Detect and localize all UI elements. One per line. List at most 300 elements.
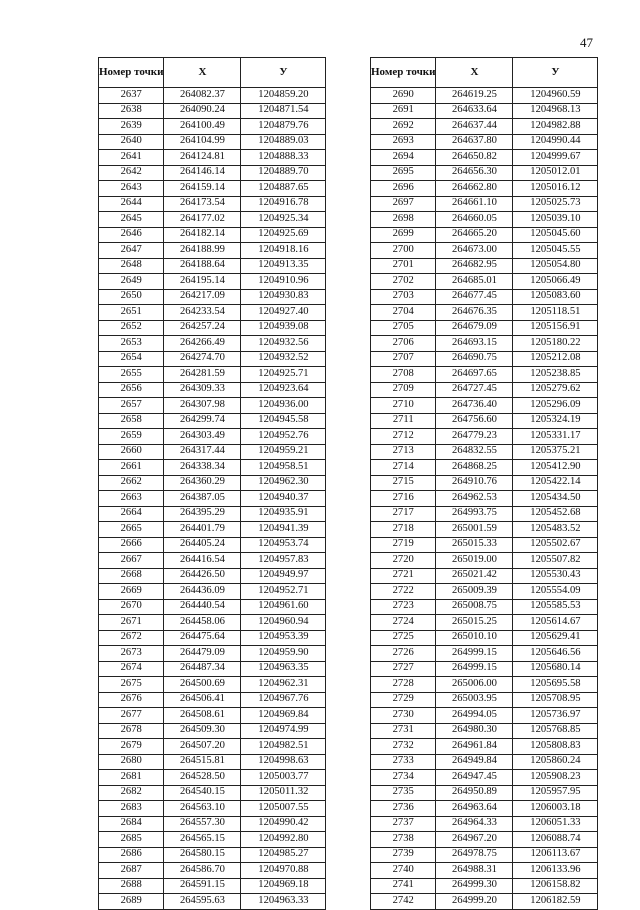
cell-x: 264950.89: [436, 785, 513, 801]
table-row: [371, 878, 598, 894]
cell-point-number: 2654: [99, 351, 164, 367]
cell-y: 1204953.74: [241, 537, 326, 553]
cell-point-number: 2691: [371, 103, 436, 119]
cell-point-number: 2641: [99, 150, 164, 166]
cell-y: 1204918.16: [241, 243, 326, 259]
cell-point-number: 2659: [99, 429, 164, 445]
cell-y: 1205012.01: [513, 165, 598, 181]
table-row: [371, 289, 598, 305]
table-row: [99, 258, 326, 274]
table-row: [99, 243, 326, 259]
cell-point-number: 2662: [99, 475, 164, 491]
cell-point-number: 2726: [371, 646, 436, 662]
cell-point-number: 2690: [371, 88, 436, 104]
table-row: [99, 646, 326, 662]
cell-y: 1204935.91: [241, 506, 326, 522]
cell-y: 1204990.44: [513, 134, 598, 150]
cell-point-number: 2675: [99, 677, 164, 693]
table-row: [99, 460, 326, 476]
cell-x: 264124.81: [164, 150, 241, 166]
table-row: [371, 801, 598, 817]
table-row: [371, 413, 598, 429]
cell-y: 1204957.83: [241, 553, 326, 569]
cell-y: 1204959.90: [241, 646, 326, 662]
cell-y: 1204949.97: [241, 568, 326, 584]
table-row: [99, 553, 326, 569]
cell-point-number: 2728: [371, 677, 436, 693]
cell-point-number: 2687: [99, 863, 164, 879]
table-row: [99, 661, 326, 677]
cell-x: 264679.09: [436, 320, 513, 336]
cell-point-number: 2703: [371, 289, 436, 305]
cell-point-number: 2697: [371, 196, 436, 212]
cell-x: 265006.00: [436, 677, 513, 693]
cell-point-number: 2663: [99, 491, 164, 507]
cell-x: 264580.15: [164, 847, 241, 863]
cell-point-number: 2733: [371, 754, 436, 770]
cell-x: 264868.25: [436, 460, 513, 476]
cell-x: 264426.50: [164, 568, 241, 584]
cell-point-number: 2638: [99, 103, 164, 119]
cell-y: 1204910.96: [241, 274, 326, 290]
table-row: [371, 227, 598, 243]
cell-x: 264159.14: [164, 181, 241, 197]
cell-y: 1204941.39: [241, 522, 326, 538]
table-row: [371, 522, 598, 538]
cell-point-number: 2643: [99, 181, 164, 197]
cell-y: 1205066.49: [513, 274, 598, 290]
cell-y: 1204923.64: [241, 382, 326, 398]
cell-y: 1204945.58: [241, 413, 326, 429]
cell-x: 265010.10: [436, 630, 513, 646]
cell-x: 264100.49: [164, 119, 241, 135]
cell-point-number: 2684: [99, 816, 164, 832]
cell-y: 1205083.60: [513, 289, 598, 305]
cell-point-number: 2650: [99, 289, 164, 305]
cell-point-number: 2674: [99, 661, 164, 677]
cell-x: 264387.05: [164, 491, 241, 507]
cell-y: 1205331.17: [513, 429, 598, 445]
cell-point-number: 2734: [371, 770, 436, 786]
cell-x: 264338.34: [164, 460, 241, 476]
cell-y: 1204958.51: [241, 460, 326, 476]
cell-y: 1204970.88: [241, 863, 326, 879]
cell-x: 264401.79: [164, 522, 241, 538]
cell-x: 264999.15: [436, 646, 513, 662]
cell-point-number: 2706: [371, 336, 436, 352]
cell-point-number: 2656: [99, 382, 164, 398]
cell-point-number: 2648: [99, 258, 164, 274]
cell-x: 264779.23: [436, 429, 513, 445]
table-row: [371, 615, 598, 631]
cell-point-number: 2705: [371, 320, 436, 336]
cell-x: 264182.14: [164, 227, 241, 243]
cell-x: 264685.01: [436, 274, 513, 290]
cell-x: 264947.45: [436, 770, 513, 786]
cell-x: 264756.60: [436, 413, 513, 429]
table-header-row: [371, 58, 598, 88]
cell-x: 264650.82: [436, 150, 513, 166]
cell-x: 264832.55: [436, 444, 513, 460]
cell-y: 1205614.67: [513, 615, 598, 631]
cell-x: 264999.20: [436, 894, 513, 910]
cell-point-number: 2695: [371, 165, 436, 181]
cell-y: 1204959.21: [241, 444, 326, 460]
cell-point-number: 2718: [371, 522, 436, 538]
cell-x: 264949.84: [436, 754, 513, 770]
cell-y: 1205212.08: [513, 351, 598, 367]
table-row: [371, 832, 598, 848]
cell-y: 1204888.33: [241, 150, 326, 166]
cell-y: 1205808.83: [513, 739, 598, 755]
cell-point-number: 2693: [371, 134, 436, 150]
cell-point-number: 2707: [371, 351, 436, 367]
table-row: [99, 894, 326, 910]
table-row: [371, 460, 598, 476]
table-row: [99, 274, 326, 290]
header-y: У: [241, 58, 326, 88]
cell-x: 264586.70: [164, 863, 241, 879]
cell-point-number: 2714: [371, 460, 436, 476]
cell-y: 1205768.85: [513, 723, 598, 739]
cell-x: 264303.49: [164, 429, 241, 445]
table-row: [99, 785, 326, 801]
cell-point-number: 2661: [99, 460, 164, 476]
cell-x: 264217.09: [164, 289, 241, 305]
cell-y: 1204925.34: [241, 212, 326, 228]
cell-point-number: 2737: [371, 816, 436, 832]
cell-y: 1204998.63: [241, 754, 326, 770]
cell-point-number: 2735: [371, 785, 436, 801]
table-row: [99, 351, 326, 367]
cell-point-number: 2740: [371, 863, 436, 879]
table-row: [371, 258, 598, 274]
cell-y: 1206088.74: [513, 832, 598, 848]
cell-y: 1205324.19: [513, 413, 598, 429]
cell-y: 1204871.54: [241, 103, 326, 119]
cell-y: 1204916.78: [241, 196, 326, 212]
table-row: [371, 196, 598, 212]
cell-point-number: 2696: [371, 181, 436, 197]
cell-x: 264693.15: [436, 336, 513, 352]
cell-x: 264487.34: [164, 661, 241, 677]
table-row: [99, 568, 326, 584]
cell-y: 1204913.35: [241, 258, 326, 274]
table-row: [371, 847, 598, 863]
table-row: [99, 475, 326, 491]
table-row: [371, 537, 598, 553]
cell-x: 264540.15: [164, 785, 241, 801]
cell-x: 264458.06: [164, 615, 241, 631]
table-row: [371, 336, 598, 352]
table-header-row: [99, 58, 326, 88]
table-row: [99, 212, 326, 228]
table-row: [99, 382, 326, 398]
cell-point-number: 2730: [371, 708, 436, 724]
cell-x: 265003.95: [436, 692, 513, 708]
table-row: [99, 506, 326, 522]
cell-point-number: 2669: [99, 584, 164, 600]
table-row: [99, 320, 326, 336]
cell-x: 264961.84: [436, 739, 513, 755]
cell-x: 264910.76: [436, 475, 513, 491]
cell-point-number: 2709: [371, 382, 436, 398]
cell-y: 1204969.84: [241, 708, 326, 724]
table-row: [99, 630, 326, 646]
cell-y: 1205025.73: [513, 196, 598, 212]
cell-y: 1205629.41: [513, 630, 598, 646]
table-row: [99, 289, 326, 305]
table-row: [99, 584, 326, 600]
table-row: [99, 832, 326, 848]
table-row: [99, 88, 326, 104]
cell-x: 264233.54: [164, 305, 241, 321]
cell-x: 265015.25: [436, 615, 513, 631]
cell-y: 1205483.52: [513, 522, 598, 538]
cell-point-number: 2699: [371, 227, 436, 243]
cell-y: 1204962.31: [241, 677, 326, 693]
cell-y: 1204982.88: [513, 119, 598, 135]
cell-point-number: 2639: [99, 119, 164, 135]
cell-y: 1204961.60: [241, 599, 326, 615]
cell-y: 1204889.70: [241, 165, 326, 181]
cell-x: 265008.75: [436, 599, 513, 615]
cell-y: 1205039.10: [513, 212, 598, 228]
table-row: [99, 134, 326, 150]
cell-point-number: 2640: [99, 134, 164, 150]
cell-x: 264690.75: [436, 351, 513, 367]
cell-y: 1204859.20: [241, 88, 326, 104]
cell-x: 264528.50: [164, 770, 241, 786]
table-row: [99, 863, 326, 879]
cell-point-number: 2637: [99, 88, 164, 104]
cell-x: 264257.24: [164, 320, 241, 336]
cell-y: 1205554.09: [513, 584, 598, 600]
cell-point-number: 2681: [99, 770, 164, 786]
cell-x: 264660.05: [436, 212, 513, 228]
cell-y: 1204927.40: [241, 305, 326, 321]
table-row: [371, 568, 598, 584]
cell-x: 264662.80: [436, 181, 513, 197]
cell-x: 264416.54: [164, 553, 241, 569]
table-row: [371, 816, 598, 832]
cell-x: 264508.61: [164, 708, 241, 724]
cell-point-number: 2719: [371, 537, 436, 553]
table-row: [371, 708, 598, 724]
cell-point-number: 2723: [371, 599, 436, 615]
table-row: [99, 770, 326, 786]
cell-point-number: 2686: [99, 847, 164, 863]
cell-point-number: 2700: [371, 243, 436, 259]
table-row: [371, 351, 598, 367]
table-row: [371, 165, 598, 181]
table-row: [371, 103, 598, 119]
cell-y: 1204887.65: [241, 181, 326, 197]
cell-x: 264274.70: [164, 351, 241, 367]
cell-point-number: 2664: [99, 506, 164, 522]
table-row: [99, 165, 326, 181]
cell-point-number: 2721: [371, 568, 436, 584]
table-row: [99, 847, 326, 863]
table-row: [99, 367, 326, 383]
cell-y: 1204939.08: [241, 320, 326, 336]
cell-y: 1204992.80: [241, 832, 326, 848]
table-row: [371, 785, 598, 801]
cell-x: 265001.59: [436, 522, 513, 538]
cell-x: 264266.49: [164, 336, 241, 352]
cell-x: 264104.99: [164, 134, 241, 150]
cell-y: 1205375.21: [513, 444, 598, 460]
cell-x: 264964.33: [436, 816, 513, 832]
cell-x: 264665.20: [436, 227, 513, 243]
table-row: [371, 134, 598, 150]
table-row: [371, 584, 598, 600]
cell-y: 1205156.91: [513, 320, 598, 336]
cell-y: 1204985.27: [241, 847, 326, 863]
cell-y: 1204953.39: [241, 630, 326, 646]
table-row: [99, 336, 326, 352]
cell-x: 264146.14: [164, 165, 241, 181]
cell-point-number: 2665: [99, 522, 164, 538]
table-row: [99, 398, 326, 414]
table-row: [371, 305, 598, 321]
cell-point-number: 2698: [371, 212, 436, 228]
table-row: [371, 506, 598, 522]
header-point-number: Номер точки: [99, 58, 164, 88]
cell-y: 1206182.59: [513, 894, 598, 910]
cell-x: 264637.44: [436, 119, 513, 135]
cell-y: 1205422.14: [513, 475, 598, 491]
table-row: [371, 894, 598, 910]
cell-y: 1205003.77: [241, 770, 326, 786]
cell-point-number: 2671: [99, 615, 164, 631]
cell-point-number: 2692: [371, 119, 436, 135]
table-row: [99, 692, 326, 708]
cell-point-number: 2732: [371, 739, 436, 755]
cell-x: 264082.37: [164, 88, 241, 104]
cell-y: 1206003.18: [513, 801, 598, 817]
cell-y: 1204967.76: [241, 692, 326, 708]
cell-y: 1205045.60: [513, 227, 598, 243]
cell-x: 264395.29: [164, 506, 241, 522]
cell-point-number: 2677: [99, 708, 164, 724]
cell-point-number: 2689: [99, 894, 164, 910]
cell-point-number: 2657: [99, 398, 164, 414]
cell-point-number: 2676: [99, 692, 164, 708]
cell-x: 264090.24: [164, 103, 241, 119]
cell-x: 264676.35: [436, 305, 513, 321]
cell-point-number: 2713: [371, 444, 436, 460]
cell-y: 1205434.50: [513, 491, 598, 507]
cell-y: 1205585.53: [513, 599, 598, 615]
cell-x: 264188.99: [164, 243, 241, 259]
cell-point-number: 2741: [371, 878, 436, 894]
cell-point-number: 2660: [99, 444, 164, 460]
table-row: [371, 630, 598, 646]
table-row: [99, 708, 326, 724]
table-row: [371, 739, 598, 755]
table-row: [371, 475, 598, 491]
cell-y: 1204940.37: [241, 491, 326, 507]
cell-x: 264736.40: [436, 398, 513, 414]
cell-point-number: 2742: [371, 894, 436, 910]
table-row: [371, 119, 598, 135]
cell-x: 264619.25: [436, 88, 513, 104]
cell-y: 1204925.69: [241, 227, 326, 243]
cell-x: 264173.54: [164, 196, 241, 212]
cell-point-number: 2678: [99, 723, 164, 739]
table-row: [371, 398, 598, 414]
cell-y: 1205646.56: [513, 646, 598, 662]
cell-point-number: 2658: [99, 413, 164, 429]
cell-point-number: 2666: [99, 537, 164, 553]
cell-point-number: 2712: [371, 429, 436, 445]
cell-point-number: 2739: [371, 847, 436, 863]
cell-x: 264195.14: [164, 274, 241, 290]
cell-x: 264962.53: [436, 491, 513, 507]
cell-point-number: 2655: [99, 367, 164, 383]
cell-y: 1204930.83: [241, 289, 326, 305]
table-row: [371, 367, 598, 383]
cell-y: 1205296.09: [513, 398, 598, 414]
table-row: [371, 863, 598, 879]
cell-x: 264682.95: [436, 258, 513, 274]
table-row: [371, 599, 598, 615]
cell-x: 264299.74: [164, 413, 241, 429]
cell-point-number: 2646: [99, 227, 164, 243]
cell-point-number: 2680: [99, 754, 164, 770]
header-point-number: Номер точки: [371, 58, 436, 88]
header-x: Х: [164, 58, 241, 88]
coordinates-table-left: [98, 57, 326, 910]
cell-point-number: 2673: [99, 646, 164, 662]
cell-y: 1205054.80: [513, 258, 598, 274]
table-row: [99, 754, 326, 770]
table-row: [99, 739, 326, 755]
cell-point-number: 2711: [371, 413, 436, 429]
cell-y: 1204960.94: [241, 615, 326, 631]
page-number: 47: [580, 35, 593, 50]
cell-x: 264475.64: [164, 630, 241, 646]
cell-x: 265021.42: [436, 568, 513, 584]
table-row: [99, 801, 326, 817]
cell-point-number: 2725: [371, 630, 436, 646]
cell-y: 1205016.12: [513, 181, 598, 197]
cell-y: 1204982.51: [241, 739, 326, 755]
cell-x: 264677.45: [436, 289, 513, 305]
cell-x: 264727.45: [436, 382, 513, 398]
table-row: [99, 103, 326, 119]
cell-point-number: 2722: [371, 584, 436, 600]
cell-point-number: 2694: [371, 150, 436, 166]
cell-x: 264360.29: [164, 475, 241, 491]
cell-x: 264307.98: [164, 398, 241, 414]
cell-y: 1205908.23: [513, 770, 598, 786]
table-row: [371, 491, 598, 507]
cell-y: 1205502.67: [513, 537, 598, 553]
cell-x: 264281.59: [164, 367, 241, 383]
cell-x: 264557.30: [164, 816, 241, 832]
cell-x: 264500.69: [164, 677, 241, 693]
table-row: [371, 150, 598, 166]
cell-x: 264967.20: [436, 832, 513, 848]
table-row: [99, 305, 326, 321]
cell-x: 264436.09: [164, 584, 241, 600]
cell-x: 264999.15: [436, 661, 513, 677]
cell-x: 265015.33: [436, 537, 513, 553]
table-row: [371, 646, 598, 662]
cell-y: 1205238.85: [513, 367, 598, 383]
